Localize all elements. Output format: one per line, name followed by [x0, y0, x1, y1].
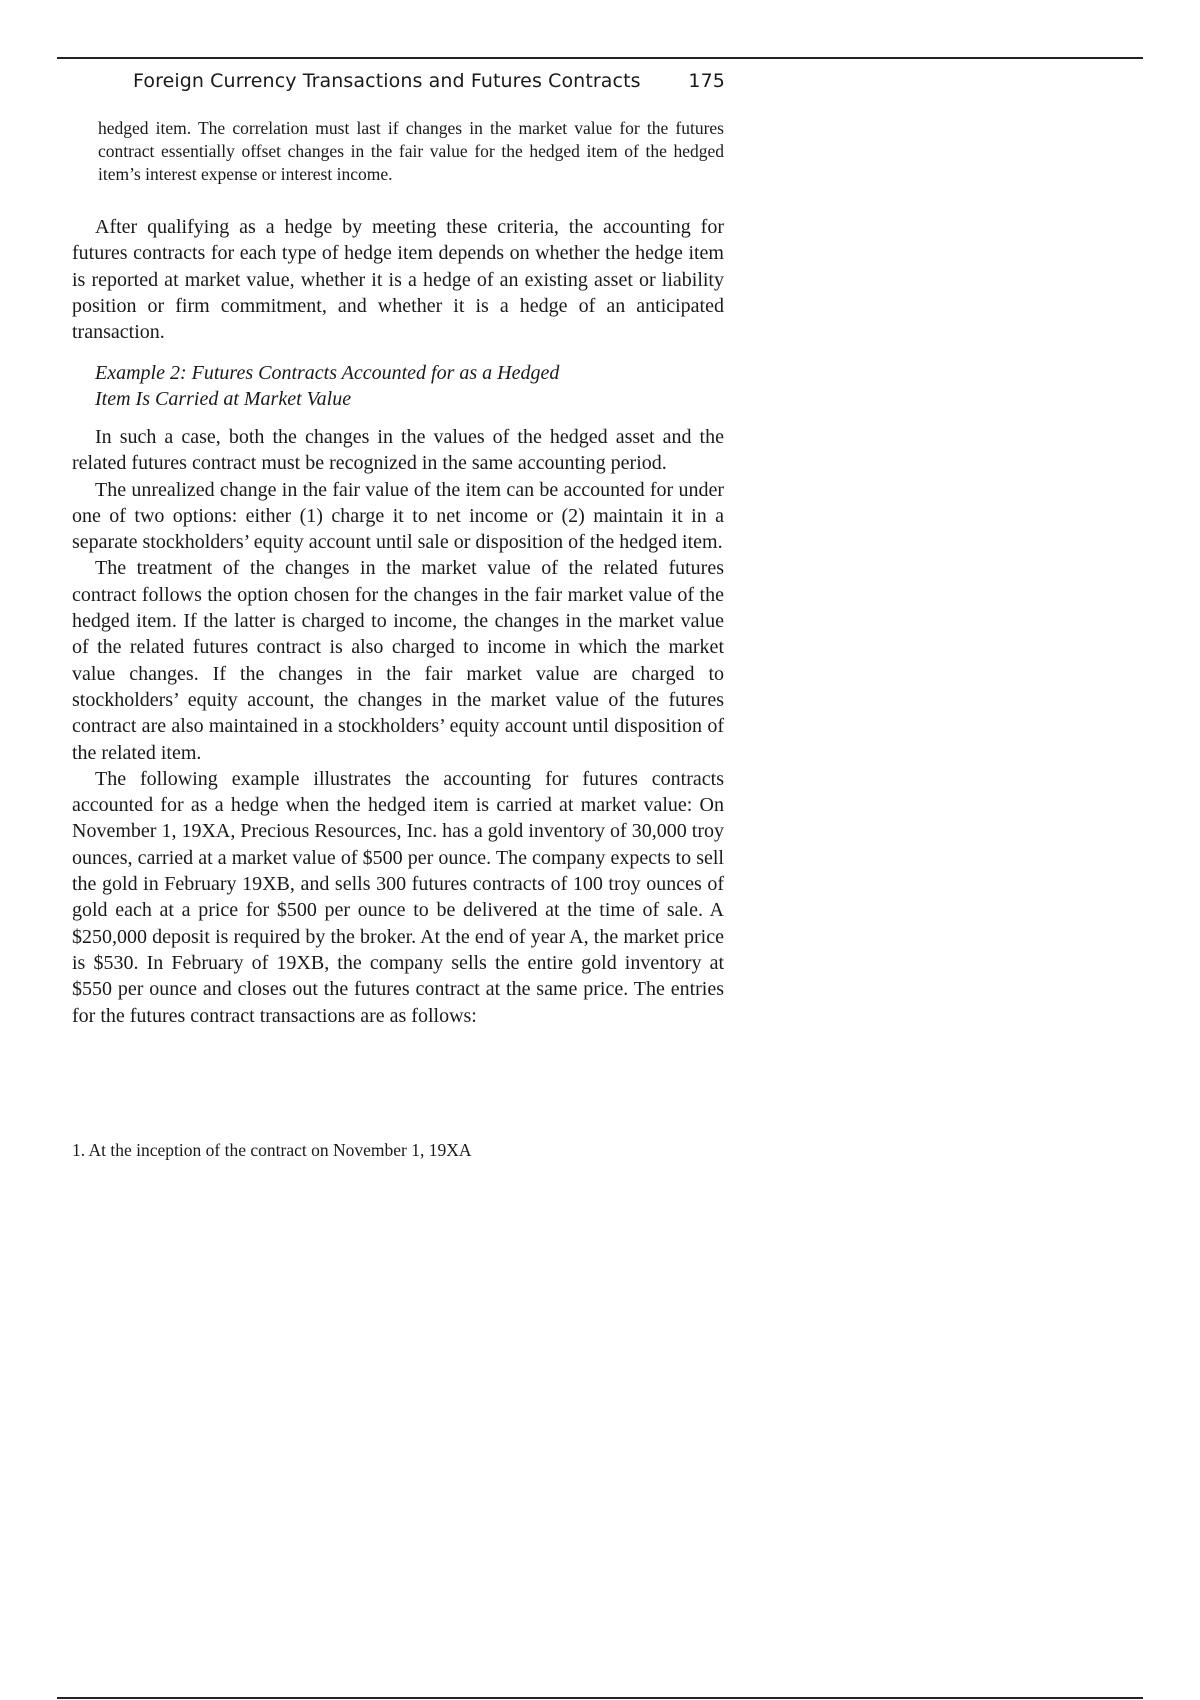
example-heading-line-2: Item Is Carried at Market Value [95, 388, 352, 410]
paragraph-two-options: The unrealized change in the fair value of the item can be accounted for under one of two options: either (1) charge it to net income or (2) maintain it in a separate stockholders’ equity account until sale or disposition of the hedged item. [72, 478, 724, 554]
example-heading-line-1: Example 2: Futures Contracts Accounted for as a Hedged [95, 362, 560, 384]
running-head-title: Foreign Currency Transactions and Futures Contracts [133, 70, 641, 92]
example-heading [95, 360, 715, 412]
list-item-inception: 1. At the inception of the contract on November 1, 19XA [72, 1140, 472, 1160]
example-paragraphs [72, 424, 724, 1029]
running-head [133, 66, 725, 96]
intro-paragraph: After qualifying as a hedge by meeting these criteria, the accounting for futures contracts for each type of hedge item depends on whether the hedge item is reported at market value, whether it is a hedge of an existing asset or liability position or firm commitment, and whether it is a hedge of an anticipated transaction. [72, 216, 724, 344]
intro-paragraph-block [72, 214, 724, 345]
page-number: 175 [688, 70, 725, 92]
paragraph-example: The following example illustrates the accounting for futures contracts accounted for as a hedge when the hedged item is carried at market value: On November 1, 19XA, Precious Resources, Inc. has a gold inventory of 30,000 troy ounces, carried at a market value of $500 per ounce. The company expects to sell the gold in February 19XB, and sells 300 futures contracts of 100 troy ounces of gold each at a price for $500 per ounce to be delivered at the time of sale. A $250,000 deposit is required by the broker. At the end of year A, the market price is $530. In February of 19XB, the company sells the entire gold inventory at $550 per ounce and closes out the futures contract at the same price. The entries for the futures contract transactions are as follows: [72, 767, 724, 1027]
paragraph-treatment: The treatment of the changes in the market value of the related futures contract follows the option chosen for the changes in the fair market value of the hedged item. If the latter is charged to income, the changes in the market value of the related futures contract is also charged to income in which the market value changes. If the changes in the fair market value are charged to stockholders’ equity account, the changes in the market value of the futures contract are also maintained in a stockholders’ equity account until disposition of the related item. [72, 557, 724, 764]
quoted-criteria-text: hedged item. The correlation must last if changes in the market value for the futures contract essentially offset changes in the fair value for the hedged item of the hedged item’s interest expense or interest income. [98, 118, 724, 184]
paragraph-same-period: In such a case, both the changes in the values of the hedged asset and the related futures contract must be recognized in the same accounting period. [72, 426, 724, 475]
top-rule [57, 57, 1143, 59]
bottom-rule [57, 1697, 1143, 1699]
